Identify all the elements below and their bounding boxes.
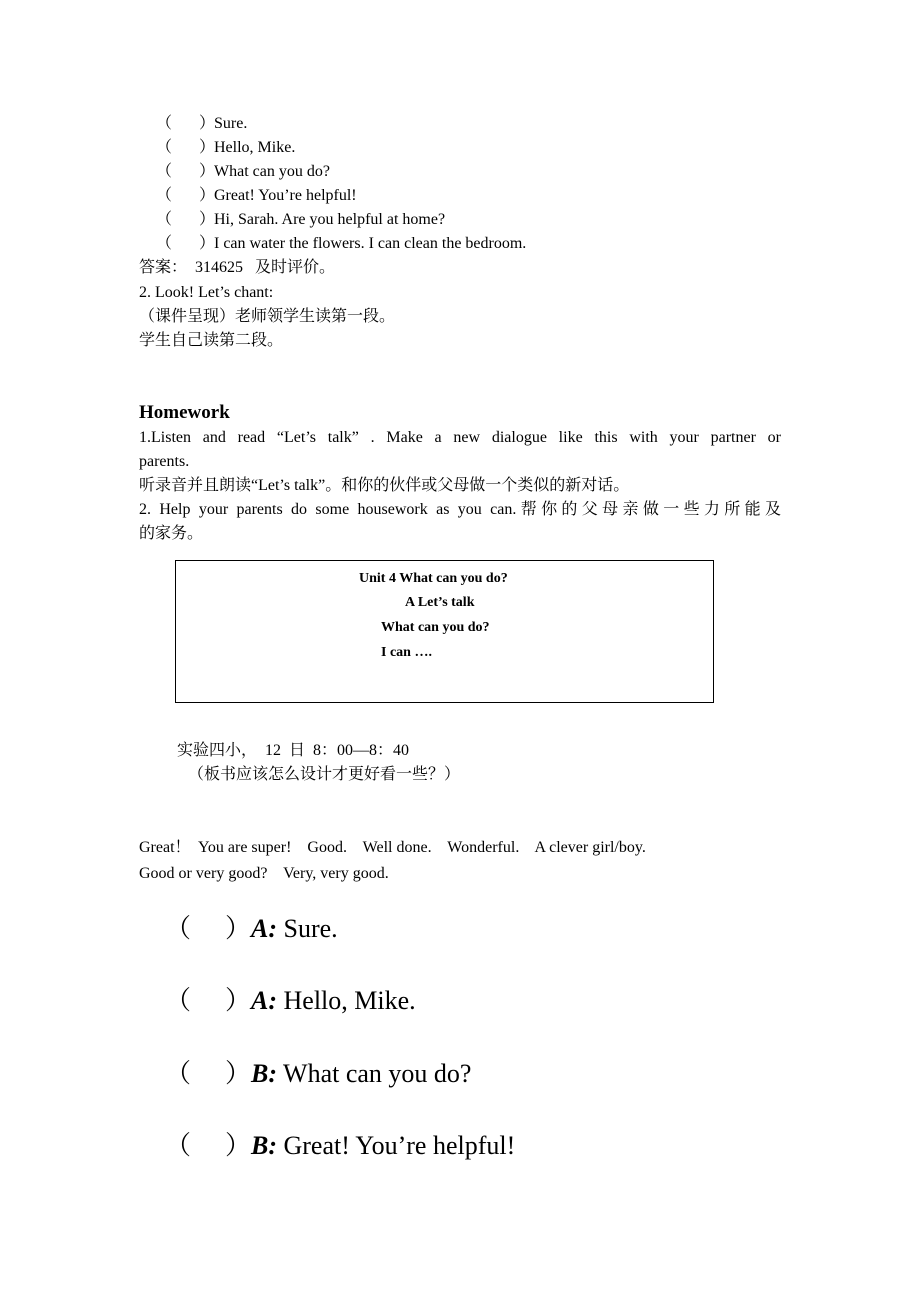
speaker-label: B: <box>251 1059 277 1088</box>
order-item: （ ）Hi, Sarah. Are you helpful at home? <box>156 211 446 228</box>
blackboard-lesson: A Let’s talk <box>405 595 475 610</box>
chant-note: 学生自己读第二段。 <box>139 332 284 349</box>
homework-item-1-cont: parents. <box>139 453 190 470</box>
order-item: （ ）Sure. <box>156 115 248 132</box>
homework-item-1: 1.Listen and read “Let’s talk” . Make a new dialogue like this with your partner or <box>139 429 781 446</box>
blackboard-question: What can you do? <box>381 620 490 635</box>
speaker-label: A: <box>251 986 277 1015</box>
dialogue-item: （ ）A: Sure. <box>165 914 338 943</box>
homework-item-1-cn: 听录音并且朗读“Let’s talk”。和你的伙伴或父母做一个类似的新对话。 <box>139 477 630 494</box>
lesson-meta: 实验四小， 12 日 8：00—8：40 <box>177 742 410 759</box>
chant-heading: 2. Look! Let’s chant: <box>139 284 274 301</box>
order-item: （ ）What can you do? <box>156 163 330 180</box>
answer-line: 答案： 314625 及时评价。 <box>139 259 336 276</box>
praise-line: Good or very good? Very, very good. <box>139 865 389 882</box>
speaker-label: A: <box>251 914 277 943</box>
homework-title: Homework <box>139 402 230 423</box>
praise-line: Great！ You are super! Good. Well done. Wonderful. A clever girl/boy. <box>139 839 646 856</box>
dialogue-item: （ ）B: What can you do? <box>165 1059 472 1088</box>
order-item: （ ）Great! You’re helpful! <box>156 187 357 204</box>
speaker-label: B: <box>251 1131 277 1160</box>
dialogue-item: （ ）A: Hello, Mike. <box>165 986 416 1015</box>
order-item: （ ）Hello, Mike. <box>156 139 296 156</box>
blackboard-unit: Unit 4 What can you do? <box>359 571 508 586</box>
blackboard-design <box>175 560 714 703</box>
homework-item-2-cont: 的家务。 <box>139 525 204 542</box>
blackboard-answer: I can …. <box>381 645 432 660</box>
chant-note: （课件呈现）老师领学生读第一段。 <box>139 308 396 325</box>
homework-item-2: 2. Help your parents do some housework as you can.帮你的父母亲做一些力所能及 <box>139 501 781 518</box>
order-item: （ ）I can water the flowers. I can clean the bedroom. <box>156 235 527 252</box>
dialogue-item: （ ）B: Great! You’re helpful! <box>165 1131 516 1160</box>
design-question: （板书应该怎么设计才更好看一些？） <box>188 766 461 783</box>
